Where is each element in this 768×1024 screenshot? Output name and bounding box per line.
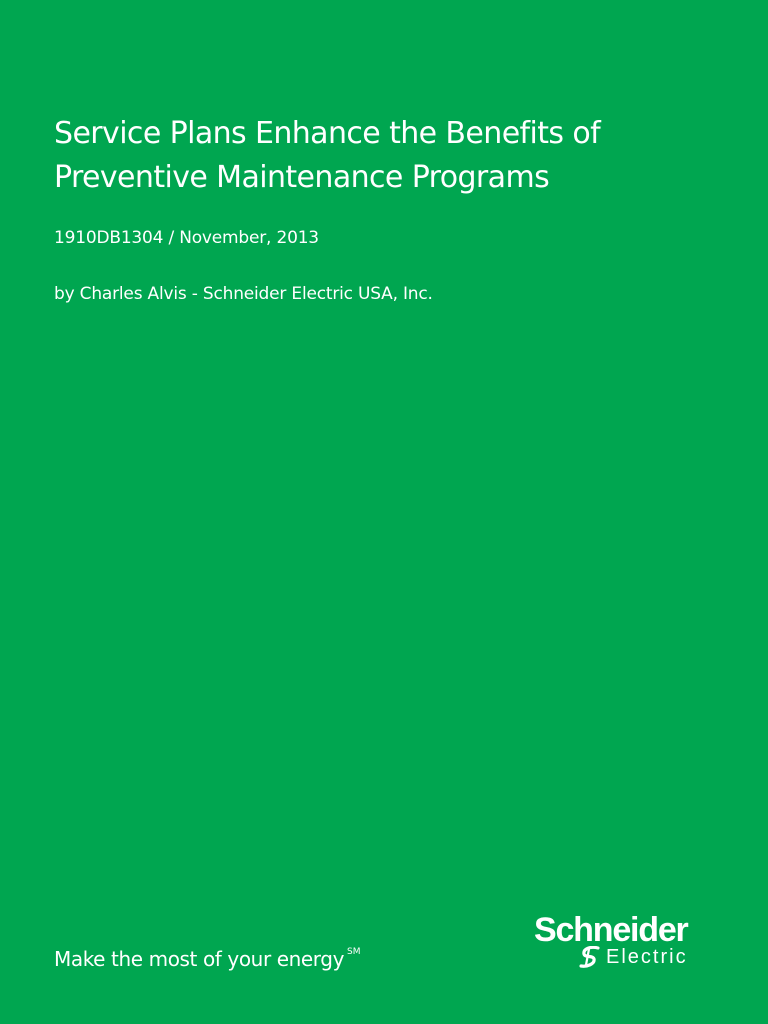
- logo-name: Schneider: [534, 911, 688, 949]
- tagline-text: Make the most of your energy: [54, 947, 345, 971]
- schneider-logo-mark-icon: [578, 946, 602, 968]
- document-title-line-2: Preventive Maintenance Programs: [54, 160, 550, 195]
- schneider-electric-logo: [534, 910, 716, 970]
- document-title: [54, 112, 734, 200]
- document-id-date: 1910DB1304 / November, 2013: [54, 228, 319, 248]
- service-mark: SM: [347, 947, 361, 957]
- logo-subtitle: Electric: [606, 946, 688, 968]
- document-title-line-1: Service Plans Enhance the Benefits of: [54, 116, 601, 151]
- author-line: by Charles Alvis - Schneider Electric USA, Inc.: [54, 284, 433, 304]
- tagline: [54, 938, 361, 973]
